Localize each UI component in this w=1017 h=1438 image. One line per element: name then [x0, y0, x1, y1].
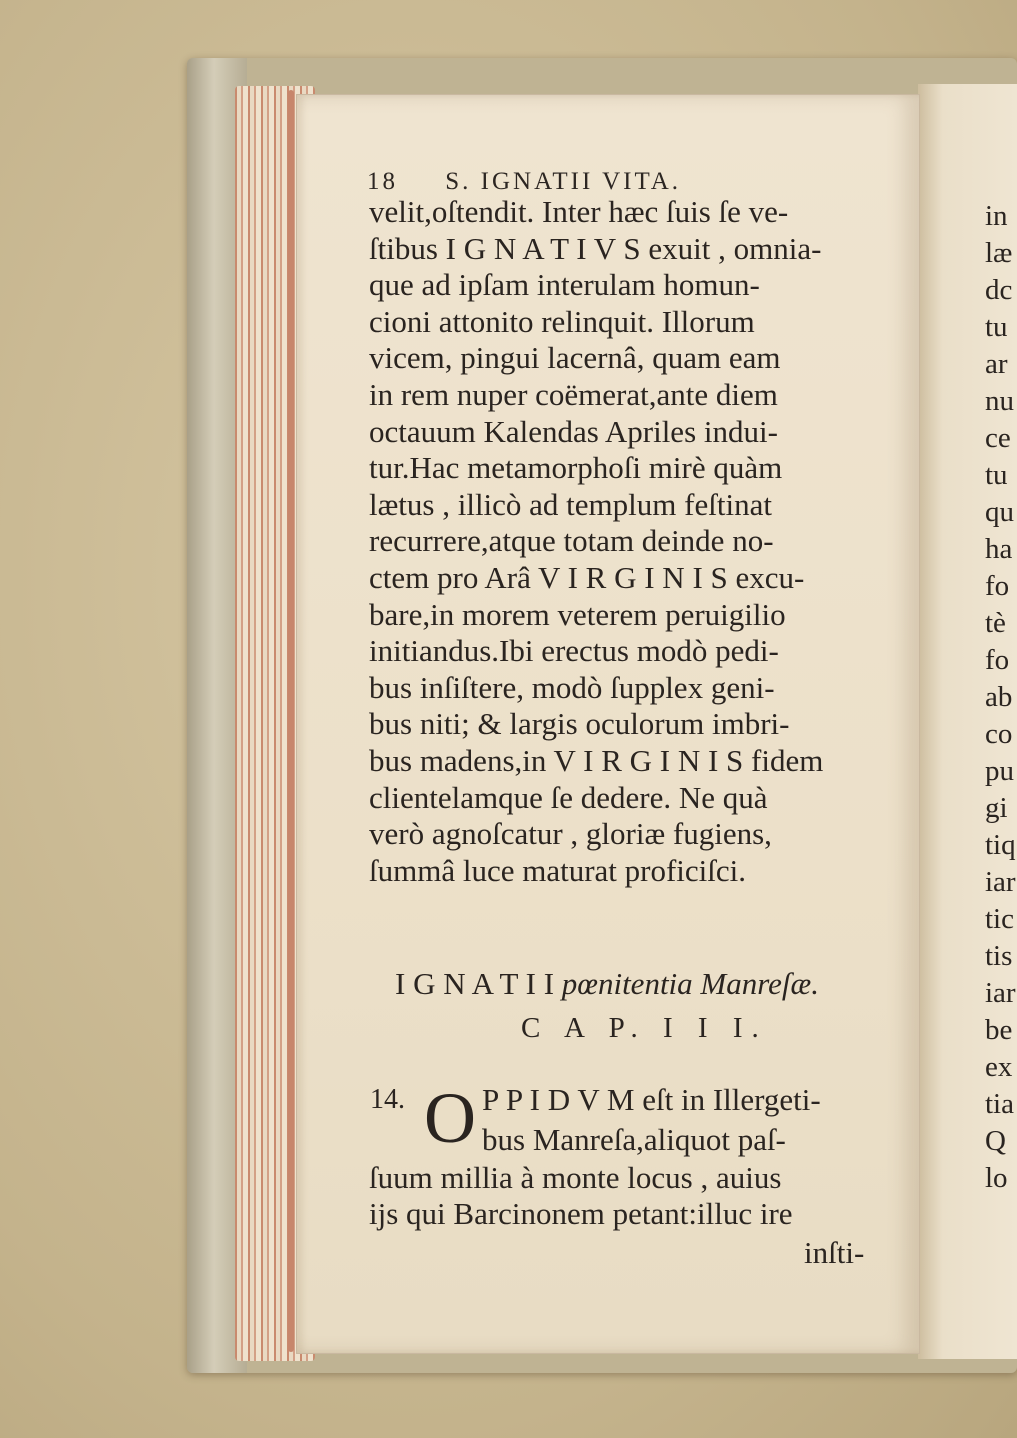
facing-page-line: ce: [985, 422, 1011, 454]
text-line: lætus , illicò ad templum feſtinat: [369, 486, 772, 522]
text-line: tur.Hac metamorphoſi mirè quàm: [369, 450, 783, 486]
facing-page-line: ha: [985, 533, 1013, 565]
chapter-title: [395, 966, 819, 1002]
facing-page-line: dc: [985, 274, 1013, 306]
facing-page-line: be: [985, 1014, 1013, 1046]
page-number: 18: [367, 168, 398, 195]
text-line: que ad ipſam interulam homun-: [369, 267, 760, 303]
facing-page-line: ab: [985, 681, 1013, 713]
text-line: in rem nuper coëmerat,ante diem: [369, 377, 778, 412]
facing-page-line: nu: [985, 385, 1014, 417]
facing-page-line: tu: [985, 311, 1008, 343]
facing-page-line: læ: [985, 237, 1013, 269]
facing-page-line: Q: [985, 1125, 1006, 1157]
text-line: bus madens,in V I R G I N I S fidem: [369, 743, 824, 778]
paragraph-line-2: bus Manreſa,aliquot paſ-: [482, 1122, 786, 1157]
paragraph-line-1: P P I D V M eſt in Illergeti-: [482, 1082, 821, 1117]
facing-page-line: tia: [985, 1088, 1014, 1120]
facing-page-line: iar: [985, 977, 1016, 1009]
text-line: vicem, pingui lacernâ, quam eam: [369, 340, 781, 376]
facing-page-line: fo: [985, 644, 1010, 676]
facing-page-line: tic: [985, 903, 1014, 935]
text-line: bus inſiſtere, modò ſupplex geni-: [369, 669, 775, 705]
text-line: ſtibus I G N A T I V S exuit , omnia-: [369, 230, 822, 266]
facing-page-line: ex: [985, 1051, 1013, 1083]
facing-page-line: iar: [985, 866, 1016, 898]
facing-page-line: tè: [985, 607, 1006, 639]
facing-page-line: co: [985, 718, 1013, 750]
text-line: recurrere,atque totam deinde no-: [369, 523, 774, 559]
red-page-edge: [288, 90, 294, 1352]
running-title: S. IGNATII VITA.: [445, 168, 682, 195]
chapter-title-italic: pœnitentia Manreſæ.: [561, 966, 819, 1001]
text-line: ſummâ luce maturat proficiſci.: [369, 852, 747, 888]
running-header: [367, 168, 681, 196]
text-line: velit,oſtendit. Inter hæc ſuis ſe ve-: [369, 194, 789, 229]
text-line: ctem pro Arâ V I R G I N I S excu-: [369, 560, 805, 595]
facing-page-line: in: [985, 200, 1008, 232]
text-line: bare,in morem veterem peruigilio: [369, 596, 786, 632]
drop-cap: O: [424, 1078, 476, 1158]
facing-page-line: tis: [985, 940, 1013, 972]
text-line: cioni attonito relinquit. Illorum: [369, 303, 755, 339]
facing-page-line: fo: [985, 570, 1010, 602]
facing-page-line: tu: [985, 459, 1008, 491]
text-line: clientelamque ſe dedere. Ne quà: [369, 779, 768, 815]
catchword: inſti-: [804, 1235, 865, 1270]
paragraph-number: 14.: [370, 1084, 405, 1115]
facing-page-line: gi: [985, 792, 1008, 824]
text-line: initiandus.Ibi erectus modò pedi-: [369, 633, 779, 669]
text-line: bus niti; & largis oculorum imbri-: [369, 706, 790, 742]
facing-page-line: qu: [985, 496, 1014, 528]
chapter-title-caps: I G N A T I I: [395, 966, 555, 1001]
facing-page-line: lo: [985, 1162, 1008, 1194]
chapter-number: C A P. I I I.: [521, 1012, 768, 1044]
facing-page-line: ar: [985, 348, 1008, 380]
facing-page-line: tiq: [985, 829, 1016, 861]
paragraph-line-3: ſuum millia à monte locus , auius: [369, 1160, 782, 1195]
text-line: octauum Kalendas Apriles indui-: [369, 413, 778, 449]
paragraph-line-4: ijs qui Barcinonem petant:illuc ire: [369, 1196, 793, 1231]
text-line: verò agnoſcatur , gloriæ fugiens,: [369, 816, 772, 852]
facing-page-line: pu: [985, 755, 1014, 787]
